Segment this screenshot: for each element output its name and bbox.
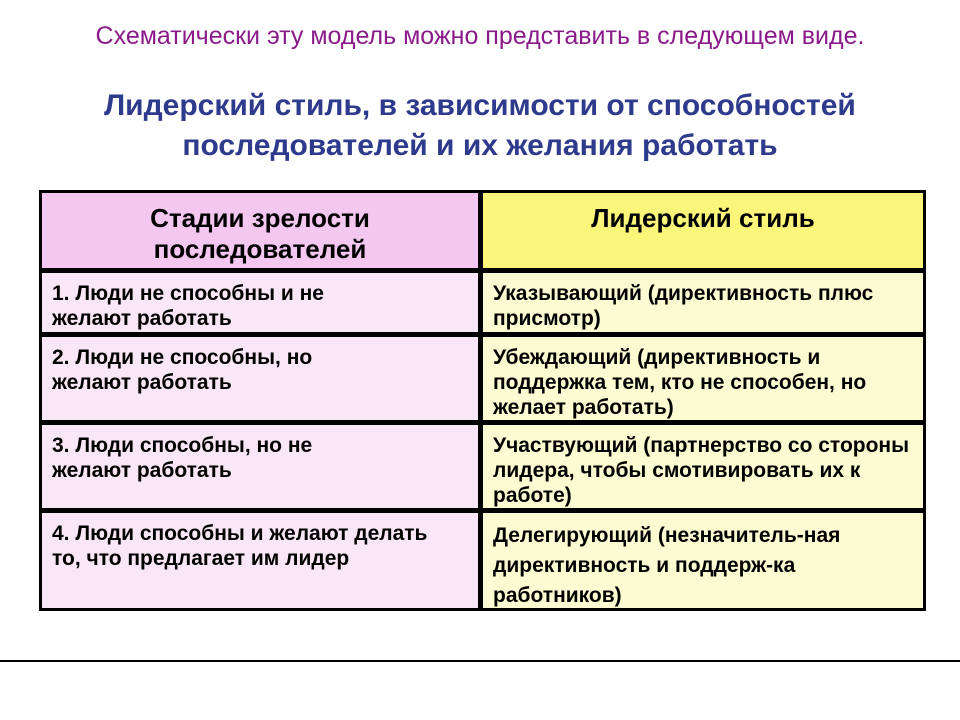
- row-4-stage-text: 4. Люди способны и желают делать то, что предлагает им лидер: [52, 522, 428, 570]
- table-row-2-stage: [41, 336, 479, 421]
- row-1-style-text: Указывающий (директивность плюс присмотр): [493, 282, 874, 330]
- leadership-table: [39, 190, 926, 611]
- slide-title-line-2: последователей и их желания работать: [182, 129, 778, 162]
- slide-title: [0, 86, 960, 166]
- header-leadership-style-label: Лидерский стиль: [591, 203, 815, 233]
- row-3-stage-text: 3. Люди способны, но не желают работать: [52, 434, 313, 482]
- table-row-1-stage: [41, 272, 479, 333]
- table-row-1-style: [482, 272, 924, 333]
- header-maturity-stages: [41, 192, 479, 269]
- row-3-style-text: Участвующий (партнерство со стороны лидера, чтобы смотивировать их к работе): [493, 434, 910, 507]
- row-4-style-text: Делегирующий (незначитель-ная директивность и поддерж-ка работников): [493, 524, 841, 607]
- subtitle: Схематически эту модель можно представить в следующем виде.: [95, 22, 865, 50]
- table-row-2-style: [482, 336, 924, 421]
- row-1-stage-text: 1. Люди не способны и не желают работать: [52, 282, 324, 330]
- header-maturity-stages-label: Стадии зрелости последователей: [150, 203, 370, 264]
- table-row-3-style: [482, 424, 924, 509]
- table-row-4-stage: [41, 512, 479, 609]
- slide-title-line-1: Лидерский стиль, в зависимости от способностей: [104, 89, 856, 122]
- table-row-4-style: [482, 512, 924, 609]
- header-leadership-style: [482, 192, 924, 269]
- row-2-stage-text: 2. Люди не способны, но желают работать: [52, 346, 313, 394]
- row-2-style-text: Убеждающий (директивность и поддержка тем, кто не способен, но желает работать): [493, 346, 867, 419]
- bottom-divider: [0, 660, 960, 662]
- table-row-3-stage: [41, 424, 479, 509]
